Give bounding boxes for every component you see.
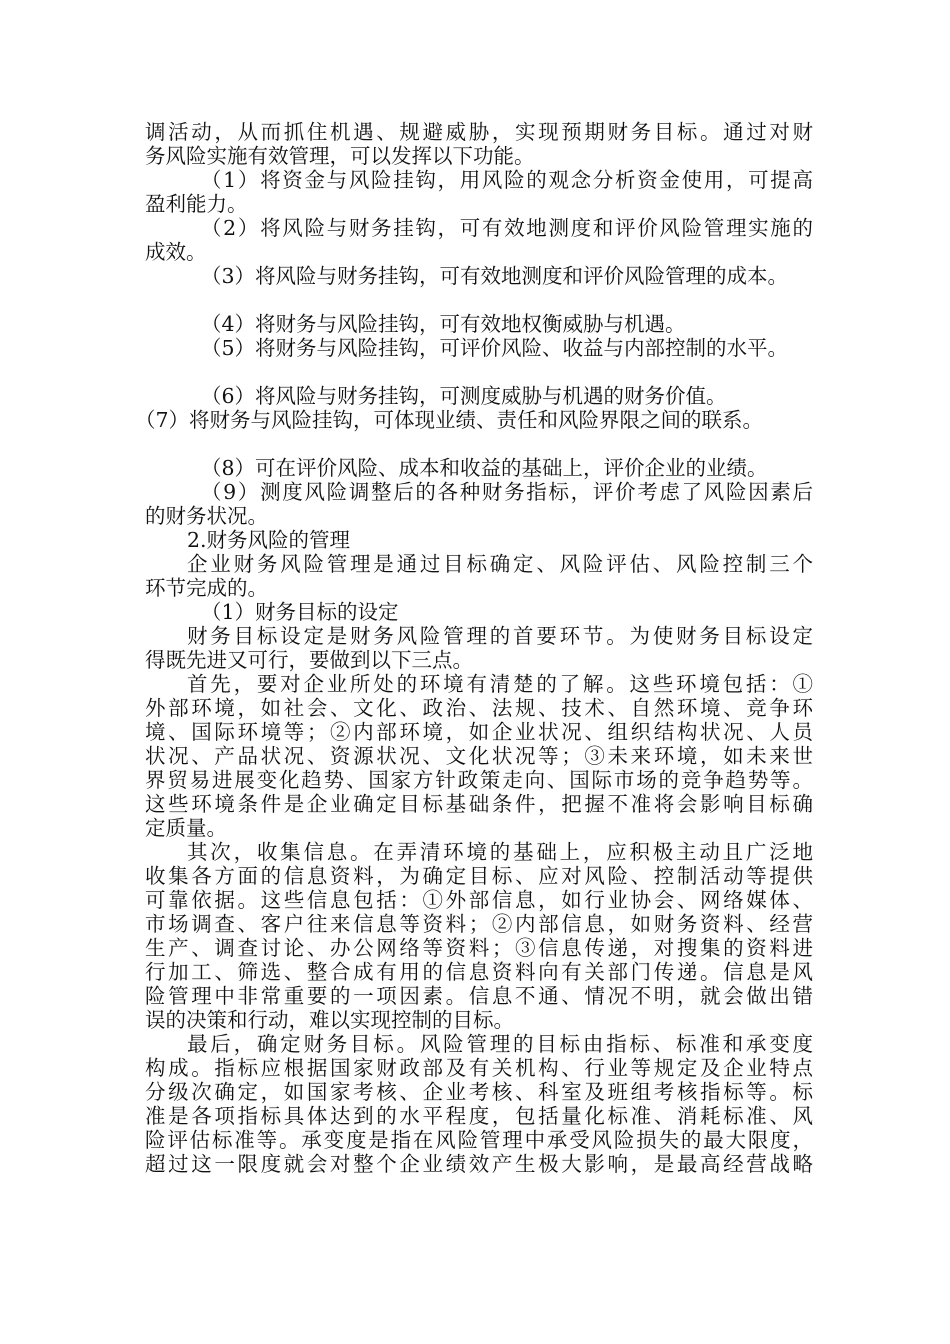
text-line: 其次，收集信息。在弄清环境的基础上，应积极主动且广泛地 (187, 840, 813, 864)
text-line: （5）将财务与风险挂钩，可评价风险、收益与内部控制的水平。 (201, 336, 789, 360)
text-line: 误的决策和行动，难以实现控制的目标。 (145, 1008, 514, 1032)
text-line: 的财务状况。 (145, 504, 268, 528)
text-line: （7）将财务与风险挂钩，可体现业绩、责任和风险界限之间的联系。 (135, 408, 764, 432)
text-line: 得既先进又可行，要做到以下三点。 (145, 648, 473, 672)
text-line: （6）将风险与财务挂钩，可测度威胁与机遇的财务价值。 (201, 384, 727, 408)
text-line: 收集各方面的信息资料，为确定目标、应对风险、控制活动等提供 (145, 864, 813, 888)
text-line: 定质量。 (145, 816, 227, 840)
text-line: 外部环境，如社会、文化、政治、法规、技术、自然环境、竞争环 (145, 696, 813, 720)
text-line: （3）将风险与财务挂钩，可有效地测度和评价风险管理的成本。 (201, 264, 789, 288)
text-line: 行加工、筛选、整合成有用的信息资料向有关部门传递。信息是风 (145, 960, 813, 984)
line-gap (145, 360, 813, 384)
text-line: 分级次确定，如国家考核、企业考核、科室及班组考核指标等。标 (145, 1080, 813, 1104)
text-line: 企业财务风险管理是通过目标确定、风险评估、风险控制三个 (187, 552, 813, 576)
text-line: 首先，要对企业所处的环境有清楚的了解。这些环境包括：① (187, 672, 813, 696)
text-line: 最后，确定财务目标。风险管理的目标由指标、标准和承变度 (187, 1032, 813, 1056)
text-line: 这些环境条件是企业确定目标基础条件，把握不准将会影响目标确 (145, 792, 813, 816)
document-body (135, 120, 813, 1176)
text-line: （1）将资金与风险挂钩，用风险的观念分析资金使用，可提高 (201, 168, 813, 192)
line-gap (145, 288, 813, 312)
text-line: 财务目标设定是财务风险管理的首要环节。为使财务目标设定 (187, 624, 813, 648)
text-line: 盈利能力。 (145, 192, 248, 216)
text-line: （4）将财务与风险挂钩，可有效地权衡威胁与机遇。 (201, 312, 686, 336)
text-line: 界贸易进展变化趋势、国家方针政策走向、国际市场的竞争趋势等。 (145, 768, 813, 792)
text-line: （9）测度风险调整后的各种财务指标，评价考虑了风险因素后 (201, 480, 813, 504)
text-line: 生产、调查讨论、办公网络等资料；③信息传递，对搜集的资料进 (145, 936, 813, 960)
text-line: 险管理中非常重要的一项因素。信息不通、情况不明，就会做出错 (145, 984, 813, 1008)
text-line: 境、国际环境等；②内部环境，如企业状况、组织结构状况、人员 (145, 720, 813, 744)
text-line: 调活动，从而抓住机遇、规避威胁，实现预期财务目标。通过对财 (145, 120, 813, 144)
text-line: 环节完成的。 (145, 576, 268, 600)
subsection-heading: （1）财务目标的设定 (201, 600, 399, 624)
line-gap (145, 432, 813, 456)
text-line: （2）将风险与财务挂钩，可有效地测度和评价风险管理实施的 (201, 216, 813, 240)
text-line: 构成。指标应根据国家财政部及有关机构、行业等规定及企业特点 (145, 1056, 813, 1080)
text-line: 可靠依据。这些信息包括：①外部信息，如行业协会、网络媒体、 (145, 888, 813, 912)
text-line: 成效。 (145, 240, 207, 264)
section-heading: 2.财务风险的管理 (187, 528, 351, 552)
text-line: 市场调查、客户往来信息等资料；②内部信息，如财务资料、经营 (145, 912, 813, 936)
text-line: （8）可在评价风险、成本和收益的基础上，评价企业的业绩。 (201, 456, 768, 480)
text-line: 险评估标准等。承变度是指在风险管理中承受风险损失的最大限度， (145, 1128, 813, 1152)
text-line: 务风险实施有效管理，可以发挥以下功能。 (145, 144, 535, 168)
text-line: 准是各项指标具体达到的水平程度，包括量化标准、消耗标准、风 (145, 1104, 813, 1128)
text-line: 超过这一限度就会对整个企业绩效产生极大影响，是最高经营战略 (145, 1152, 813, 1176)
text-line: 状况、产品状况、资源状况、文化状况等；③未来环境，如未来世 (145, 744, 813, 768)
